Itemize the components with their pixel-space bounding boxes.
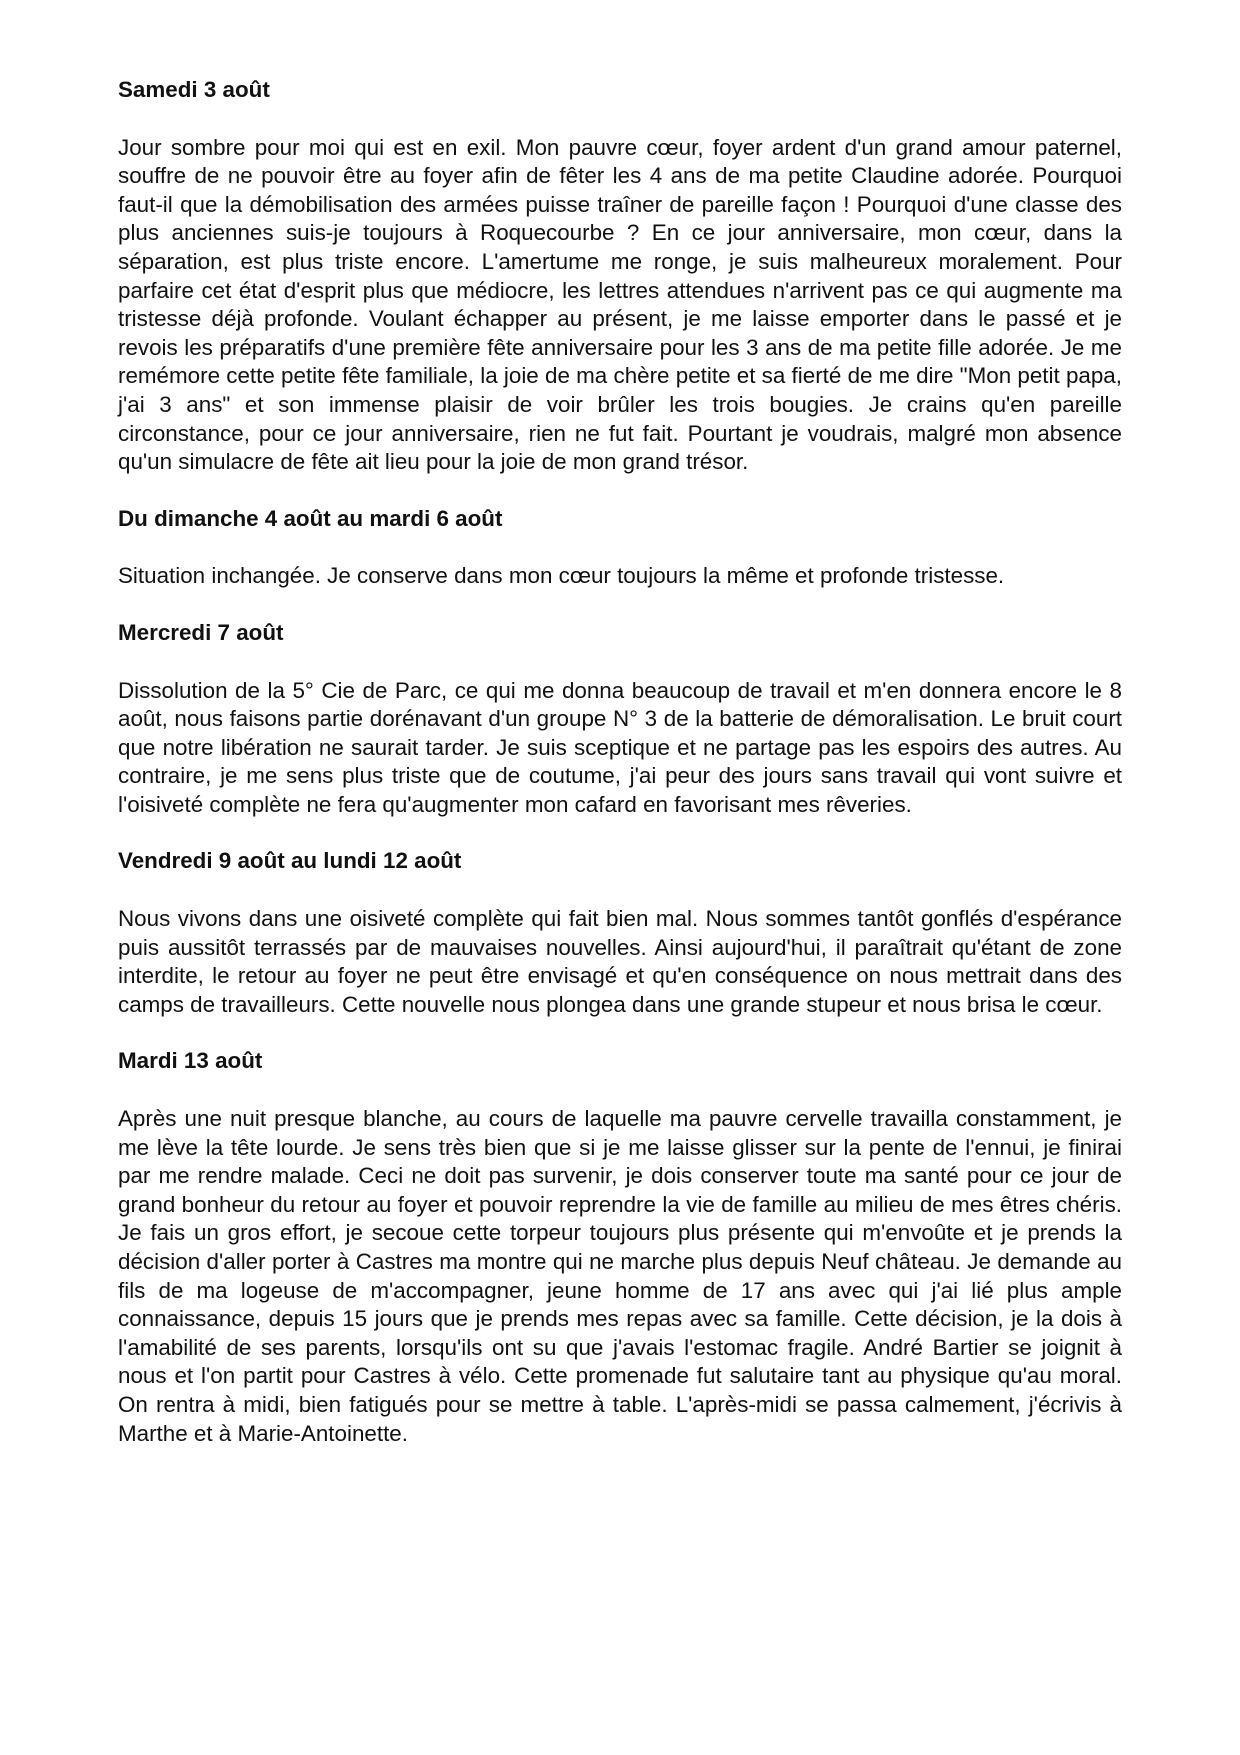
- document-page: [118, 76, 1122, 1476]
- entry-date: Du dimanche 4 août au mardi 6 août: [118, 505, 503, 531]
- diary-entry: [118, 847, 1122, 1019]
- entry-body: Nous vivons dans une oisiveté complète qui fait bien mal. Nous sommes tantôt gonflés d'espérance puis aussitôt terrassés par de mauvaises nouvelles. Ainsi aujourd'hui, il paraîtrait qu'étant de zone interdite, le retour au foyer ne peut être envisagé et qu'en conséquence on nous mettrait dans des camps de travailleurs. Cette nouvelle nous plongea dans une grande stupeur et nous brisa le cœur.: [118, 906, 1122, 1017]
- entry-body: Après une nuit presque blanche, au cours de laquelle ma pauvre cervelle travailla constamment, je me lève la tête lourde. Je sens très bien que si je me laisse glisser sur la pente de l'ennui, je finirai par me rendre malade. Ceci ne doit pas survenir, je dois conserver toute ma santé pour ce jour de grand bonheur du retour au foyer et pouvoir reprendre la vie de famille au milieu de mes êtres chéris. Je fais un gros effort, je secoue cette torpeur toujours plus présente qui m'envoûte et je prends la décision d'aller porter à Castres ma montre qui ne marche plus depuis Neuf château. Je demande au fils de ma logeuse de m'accompagner, jeune homme de 17 ans avec qui j'ai lié plus ample connaissance, depuis 15 jours que je prends mes repas avec sa famille. Cette décision, je la dois à l'amabilité de ses parents, lorsqu'ils ont su que j'avais l'estomac fragile. André Bartier se joignit à nous et l'on partit pour Castres à vélo. Cette promenade fut salutaire tant au physique qu'au moral. On rentra à midi, bien fatigués pour se mettre à table. L'après-midi se passa calmement, j'écrivis à Marthe et à Marie-Antoinette.: [118, 1106, 1122, 1446]
- diary-entry: [118, 76, 1122, 477]
- diary-entry: [118, 1047, 1122, 1448]
- entry-date: Mardi 13 août: [118, 1048, 263, 1074]
- entry-body: Jour sombre pour moi qui est en exil. Mon pauvre cœur, foyer ardent d'un grand amour paternel, souffre de ne pouvoir être au foyer afin de fêter les 4 ans de ma petite Claudine adorée. Pourquoi faut-il que la démobilisation des armées puisse traîner de pareille façon ! Pourquoi d'une classe des plus anciennes suis-je toujours à Roquecourbe ? En ce jour anniversaire, mon cœur, dans la séparation, est plus triste encore. L'amertume me ronge, je suis malheureux moralement. Pour parfaire cet état d'esprit plus que médiocre, les lettres attendues n'arrivent pas ce qui augmente ma tristesse déjà profonde. Voulant échapper au présent, je me laisse emporter dans le passé et je revois les préparatifs d'une première fête anniversaire pour les 3 ans de ma petite fille adorée. Je me remémore cette petite fête familiale, la joie de ma chère petite et sa fierté de me dire "Mon petit papa, j'ai 3 ans" et son immense plaisir de voir brûler les trois bougies. Je crains qu'en pareille circonstance, pour ce jour anniversaire, rien ne fut fait. Pourtant je voudrais, malgré mon absence qu'un simulacre de fête ait lieu pour la joie de mon grand trésor.: [118, 134, 1122, 475]
- entry-body: Dissolution de la 5° Cie de Parc, ce qui me donna beaucoup de travail et m'en donnera encore le 8 août, nous faisons partie dorénavant d'un groupe N° 3 de la batterie de démoralisation. Le bruit court que notre libération ne saurait tarder. Je suis sceptique et ne partage pas les espoirs des autres. Au contraire, je me sens plus triste que de coutume, j'ai peur des jours sans travail qui vont suivre et l'oisiveté complète ne fera qu'augmenter mon cafard en favorisant mes rêveries.: [118, 677, 1122, 817]
- diary-entry: [118, 619, 1122, 820]
- entry-date: Vendredi 9 août au lundi 12 août: [118, 848, 462, 874]
- entry-body: Situation inchangée. Je conserve dans mon cœur toujours la même et profonde tristesse.: [118, 563, 1005, 589]
- diary-entry: [118, 505, 1122, 591]
- entry-date: Samedi 3 août: [118, 77, 270, 102]
- entry-date: Mercredi 7 août: [118, 619, 284, 645]
